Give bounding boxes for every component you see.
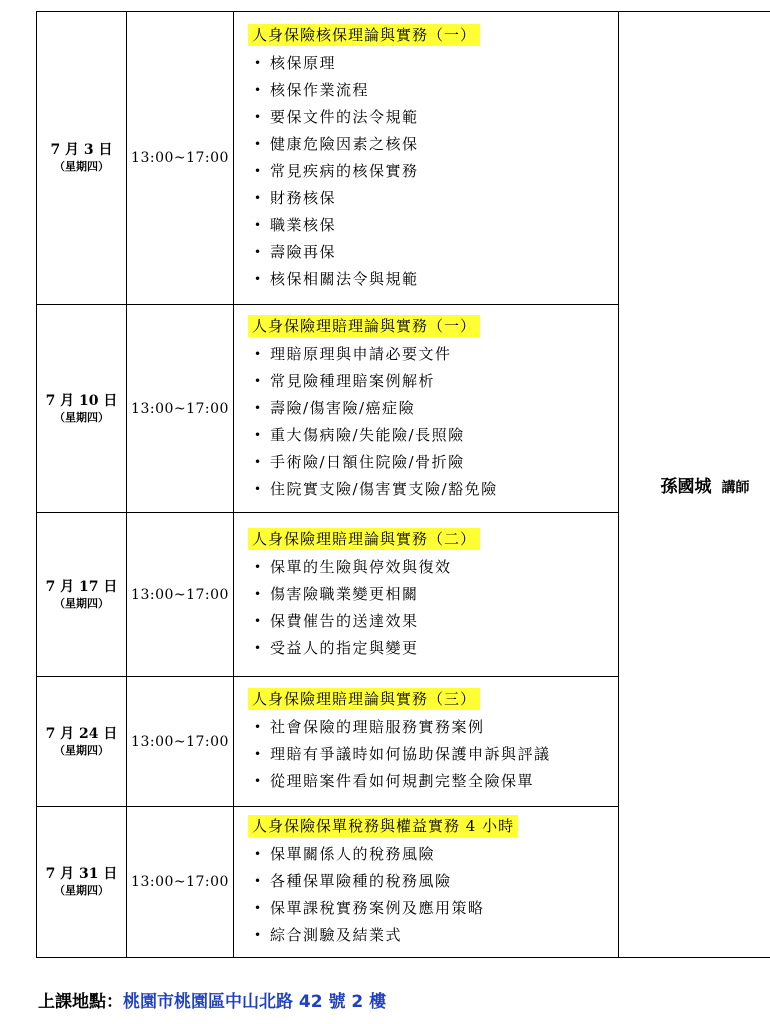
list-item: • 核保作業流程 [252, 77, 610, 104]
weekday: （星期四） [54, 596, 109, 610]
list-item: • 保單的生險與停效與復效 [252, 554, 610, 581]
date-cell [37, 807, 127, 958]
topic-title: 人身保險核保理論與實務（一） [248, 24, 480, 46]
list-item: • 常見疾病的核保實務 [252, 158, 610, 185]
topic-list [252, 714, 610, 795]
topic-cell [234, 677, 619, 807]
list-item: • 綜合測驗及結業式 [252, 922, 610, 949]
topic-title: 人身保險理賠理論與實務（一） [248, 315, 480, 337]
course-schedule-table [36, 11, 770, 958]
topic-list [252, 554, 610, 662]
topic-cell [234, 305, 619, 513]
topic-cell [234, 807, 619, 958]
weekday: （星期四） [54, 884, 109, 897]
venue-label: 上課地點： [38, 992, 123, 1012]
teacher-title: 講師 [721, 480, 750, 496]
time-cell: 13:00~17:00 [127, 513, 234, 677]
list-item: • 重大傷病險/失能險/長照險 [252, 422, 610, 449]
date: 7 月 31 日 [45, 866, 118, 882]
topic-list [252, 341, 610, 503]
date: 7 月 10 日 [45, 392, 118, 409]
list-item: • 財務核保 [252, 185, 610, 212]
date-cell [37, 305, 127, 513]
time-cell: 13:00~17:00 [127, 807, 234, 958]
list-item: • 手術險/日額住院險/骨折險 [252, 449, 610, 476]
list-item: • 健康危險因素之核保 [252, 131, 610, 158]
date: 7 月 3 日 [50, 142, 113, 158]
time-cell: 13:00~17:00 [127, 677, 234, 807]
date: 7 月 17 日 [45, 578, 118, 595]
time-cell: 13:00~17:00 [127, 305, 234, 513]
topic-title: 人身保險保單稅務與權益實務 4 小時 [248, 815, 518, 837]
list-item: • 從理賠案件看如何規劃完整全險保單 [252, 768, 610, 795]
list-item: • 各種保單險種的稅務風險 [252, 868, 610, 895]
topic-list [252, 50, 610, 293]
list-item: • 要保文件的法令規範 [252, 104, 610, 131]
list-item: • 保單關係人的稅務風險 [252, 841, 610, 868]
list-item: • 住院實支險/傷害實支險/豁免險 [252, 476, 610, 503]
list-item: • 保單課稅實務案例及應用策略 [252, 895, 610, 922]
topic-title: 人身保險理賠理論與實務（二） [248, 528, 480, 550]
time-cell: 13:00~17:00 [127, 12, 234, 305]
weekday: （星期四） [54, 410, 109, 424]
topic-title: 人身保險理賠理論與實務（三） [248, 688, 480, 710]
venue-address: 桃園市桃園區中山北路 42 號 2 樓 [123, 992, 387, 1012]
weekday: （星期四） [54, 743, 109, 757]
list-item: • 核保相關法令與規範 [252, 266, 610, 293]
list-item: • 理賠有爭議時如何協助保護申訴與評議 [252, 741, 610, 768]
list-item: • 壽險再保 [252, 239, 610, 266]
topic-cell [234, 513, 619, 677]
date-cell [37, 12, 127, 305]
list-item: • 核保原理 [252, 50, 610, 77]
list-item: • 理賠原理與申請必要文件 [252, 341, 610, 368]
topic-list [252, 841, 610, 949]
date-cell [37, 513, 127, 677]
teacher-name: 孫國城 [660, 477, 712, 497]
list-item: • 常見險種理賠案例解析 [252, 368, 610, 395]
list-item: • 保費催告的送達效果 [252, 608, 610, 635]
list-item: • 社會保險的理賠服務實務案例 [252, 714, 610, 741]
date-cell [37, 677, 127, 807]
list-item: • 傷害險職業變更相關 [252, 581, 610, 608]
teacher-cell [619, 12, 770, 958]
topic-cell [234, 12, 619, 305]
date: 7 月 24 日 [45, 725, 118, 742]
weekday: （星期四） [54, 160, 109, 173]
schedule-row [37, 12, 770, 305]
venue-line [38, 987, 386, 1012]
list-item: • 壽險/傷害險/癌症險 [252, 395, 610, 422]
list-item: • 職業核保 [252, 212, 610, 239]
list-item: • 受益人的指定與變更 [252, 635, 610, 662]
